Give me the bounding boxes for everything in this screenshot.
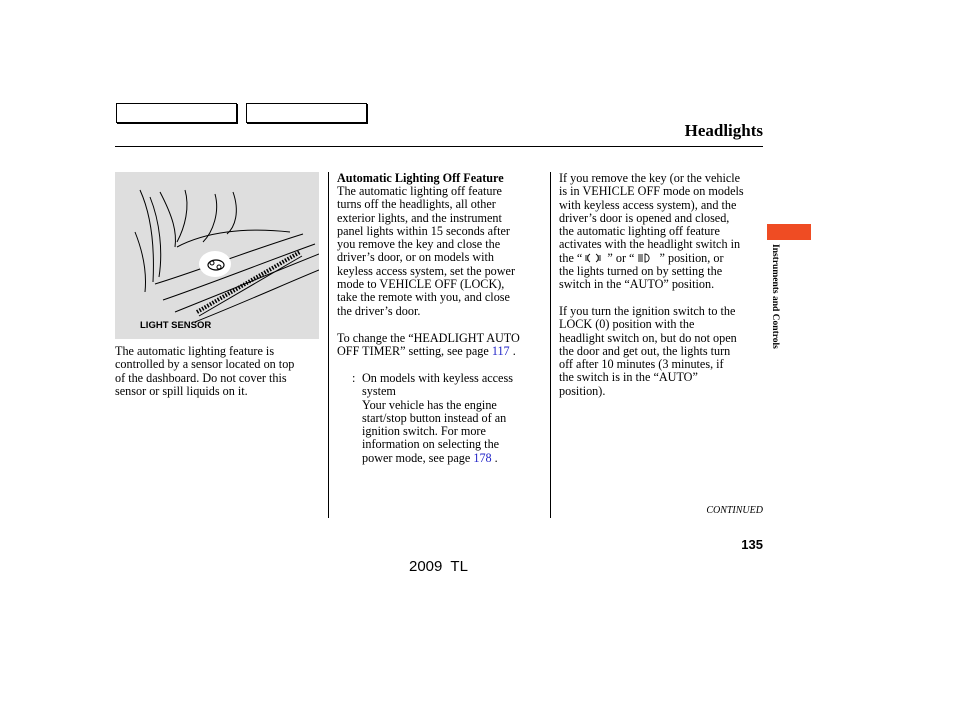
col2-note — [362, 372, 547, 465]
page-title: Headlights — [684, 121, 763, 140]
col2-heading: Automatic Lighting Off Feature — [337, 171, 504, 185]
figure-caption: LIGHT SENSOR — [140, 320, 212, 331]
col3-p1-b: ” or “ — [604, 250, 635, 265]
parking-lights-icon — [582, 253, 604, 263]
nav-tab-1[interactable] — [116, 103, 237, 123]
column-divider-1 — [328, 172, 329, 518]
section-side-label-text: Instruments and Controls — [770, 244, 780, 349]
section-tab-marker[interactable] — [767, 224, 811, 240]
col3-p1-a: If you remove the key (or the vehicle is in VEHICLE OFF mode on models with keyless access system), and the driver’s door is opened and closed, the automatic lighting off feature activates with the headlight switch in the “ — [559, 171, 744, 265]
column-divider-2 — [550, 172, 551, 518]
page-178-link[interactable]: 178 — [473, 450, 492, 465]
col2-note-text: On models with keyless access system Your vehicle has the engine start/stop button instead of an ignition switch. For more information on selecting the power mode, see page — [362, 371, 513, 465]
continued-label: CONTINUED — [706, 505, 763, 516]
col2-p2-text: To change the “HEADLIGHT AUTO OFF TIMER” setting, see page — [337, 331, 520, 359]
headlight-icon — [634, 253, 656, 263]
section-side-label — [772, 244, 782, 370]
light-sensor-figure — [115, 172, 319, 339]
dashboard-illustration — [115, 172, 319, 339]
model-footer: 2009 TL — [409, 558, 468, 575]
nav-tab-2[interactable] — [246, 103, 367, 123]
col3-p1-c: ” position, or the lights turned on by setting the switch in the “AUTO” position. — [559, 250, 724, 292]
col3-paragraph-2: If you turn the ignition switch to the LOCK (0) position with the headlight switch on, but do not open the door and get out, the lights turn off after 10 minutes (3 minutes, if the switch is in the “AUTO” position). — [559, 304, 737, 398]
col2-p2-end: . — [509, 344, 516, 359]
note-marker: : — [352, 371, 356, 385]
page-117-link[interactable]: 117 — [491, 344, 510, 359]
page-number: 135 — [741, 537, 763, 552]
col2-note-end: . — [491, 450, 498, 465]
col1-body: The automatic lighting feature is controlled by a sensor located on top of the dashboard. Do not cover this sensor or spill liquids on it. — [115, 344, 295, 398]
col2-paragraph-1: The automatic lighting off feature turns off the headlights, all other exterior lights, and the instrument panel lights within 15 seconds after you remove the key and close the driver’s door, or on models with keyless access system, set the power mode to VEHICLE OFF (LOCK), take the remote with you, and close the driver’s door. — [337, 184, 516, 318]
col2-paragraph-2 — [337, 332, 547, 359]
col3-paragraph-1 — [559, 172, 769, 292]
header-rule — [115, 146, 763, 147]
